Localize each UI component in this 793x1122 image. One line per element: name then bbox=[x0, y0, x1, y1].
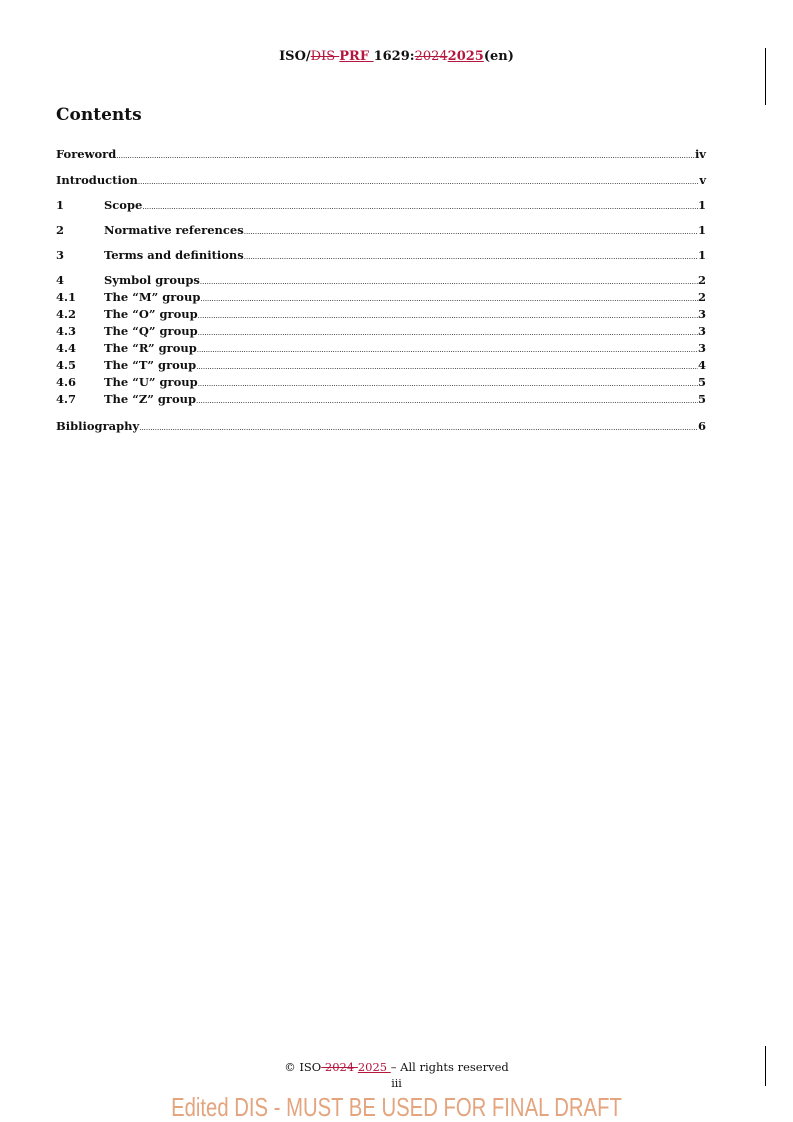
toc-leader bbox=[142, 200, 698, 215]
toc-number: 2 bbox=[56, 223, 65, 237]
toc-entry[interactable] bbox=[56, 307, 706, 324]
toc-leader bbox=[198, 309, 698, 324]
toc-leader bbox=[198, 326, 698, 341]
toc-page: v bbox=[699, 173, 706, 187]
toc-entry[interactable] bbox=[56, 375, 706, 392]
footer-copyright bbox=[0, 1060, 793, 1075]
toc-leader bbox=[244, 225, 698, 240]
toc-number: 4 bbox=[56, 273, 65, 287]
deleted-year: 2024 bbox=[321, 1060, 358, 1074]
toc-leader bbox=[196, 394, 698, 409]
rights-text: – All rights reserved bbox=[390, 1060, 509, 1074]
language-suffix: (en) bbox=[483, 49, 514, 64]
toc-page: iv bbox=[694, 147, 706, 161]
toc-page: 4 bbox=[697, 358, 706, 372]
toc-entry[interactable] bbox=[56, 392, 706, 409]
toc-leader bbox=[200, 275, 698, 290]
toc-number: 4.1 bbox=[56, 290, 77, 304]
toc-number: 1 bbox=[56, 198, 65, 212]
toc-leader bbox=[200, 292, 698, 307]
toc-number: 4.6 bbox=[56, 375, 77, 389]
toc-number: 4.4 bbox=[56, 341, 77, 355]
toc-page: 3 bbox=[697, 324, 706, 338]
toc-number: 4.3 bbox=[56, 324, 77, 338]
toc-title[interactable]: Introduction bbox=[56, 173, 138, 187]
inserted-stage: PRF bbox=[339, 49, 374, 64]
toc-entry[interactable] bbox=[56, 341, 706, 358]
toc-title[interactable]: The “Z” group bbox=[104, 392, 197, 406]
toc-entry[interactable] bbox=[56, 324, 706, 341]
toc-entry[interactable] bbox=[56, 198, 706, 215]
contents-title: Contents bbox=[56, 105, 142, 125]
deleted-year: 2024 bbox=[414, 49, 448, 64]
toc-title[interactable]: Terms and definitions bbox=[104, 248, 244, 262]
toc-entry[interactable] bbox=[56, 358, 706, 375]
toc-entry[interactable] bbox=[56, 147, 706, 164]
toc-title[interactable]: Normative references bbox=[104, 223, 244, 237]
toc-number: 4.7 bbox=[56, 392, 77, 406]
toc-title[interactable]: The “O” group bbox=[104, 307, 198, 321]
header-prefix: ISO/ bbox=[279, 49, 311, 64]
toc-title[interactable]: Scope bbox=[104, 198, 143, 212]
copyright-text: © ISO bbox=[284, 1060, 322, 1074]
toc-leader bbox=[116, 149, 695, 164]
toc-page: 3 bbox=[697, 341, 706, 355]
watermark: Edited DIS - MUST BE USED FOR FINAL DRAFT bbox=[171, 1092, 622, 1122]
toc-page: 2 bbox=[697, 290, 706, 304]
toc-title[interactable]: Foreword bbox=[56, 147, 117, 161]
change-bar bbox=[765, 48, 766, 105]
inserted-year: 2025 bbox=[357, 1060, 391, 1074]
toc-entry[interactable] bbox=[56, 223, 706, 240]
deleted-stage: DIS bbox=[310, 49, 340, 64]
toc-leader bbox=[197, 343, 698, 358]
toc-page: 6 bbox=[697, 419, 706, 433]
toc-page: 3 bbox=[697, 307, 706, 321]
toc-title[interactable]: The “R” group bbox=[104, 341, 197, 355]
toc-entry[interactable] bbox=[56, 419, 706, 436]
toc-number: 4.5 bbox=[56, 358, 77, 372]
toc-page: 1 bbox=[697, 223, 706, 237]
standard-number: 1629: bbox=[373, 49, 415, 64]
toc-leader bbox=[139, 421, 698, 436]
document-header bbox=[0, 49, 793, 65]
toc-entry[interactable] bbox=[56, 248, 706, 265]
toc-leader bbox=[138, 175, 699, 190]
toc-number: 3 bbox=[56, 248, 65, 262]
toc-title[interactable]: Bibliography bbox=[56, 419, 140, 433]
inserted-year: 2025 bbox=[447, 49, 484, 64]
page-number: iii bbox=[391, 1077, 402, 1090]
toc-title[interactable]: The “T” group bbox=[104, 358, 197, 372]
toc-entry[interactable] bbox=[56, 173, 706, 190]
toc-leader bbox=[244, 250, 698, 265]
toc-entry[interactable] bbox=[56, 290, 706, 307]
toc-page: 1 bbox=[697, 248, 706, 262]
toc-entry[interactable] bbox=[56, 273, 706, 290]
toc-leader bbox=[198, 377, 698, 392]
toc-title[interactable]: The “U” group bbox=[104, 375, 198, 389]
toc-page: 2 bbox=[697, 273, 706, 287]
toc-title[interactable]: The “M” group bbox=[104, 290, 201, 304]
toc-page: 5 bbox=[697, 375, 706, 389]
toc-title[interactable]: Symbol groups bbox=[104, 273, 200, 287]
toc-title[interactable]: The “Q” group bbox=[104, 324, 198, 338]
toc-number: 4.2 bbox=[56, 307, 77, 321]
toc-page: 1 bbox=[697, 198, 706, 212]
toc-page: 5 bbox=[697, 392, 706, 406]
toc-leader bbox=[196, 360, 698, 375]
